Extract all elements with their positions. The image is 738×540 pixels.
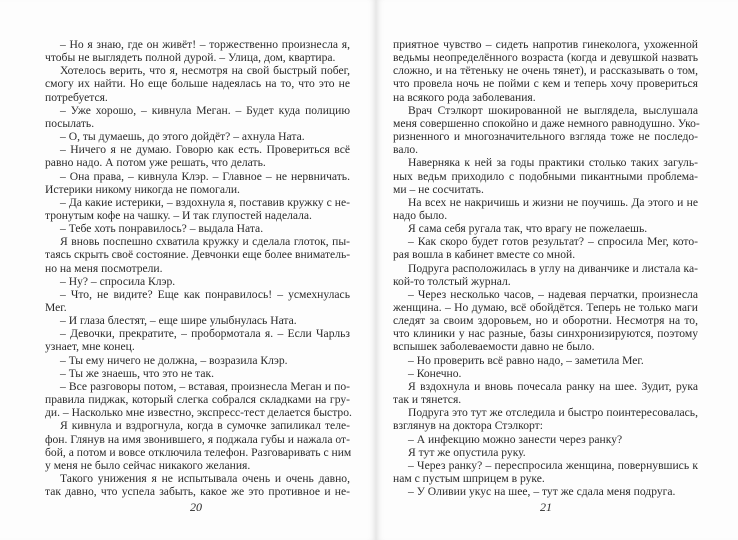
text-line: – Но проверить всё равно надо, – заметила Мег. [408, 353, 644, 367]
text-line: смогу их найти. Но еще больше надеялась на то, что это не [45, 77, 350, 91]
text-line: – Ничего я не думаю. Говорю как есть. Провериться всё [60, 143, 350, 157]
text-line: – Через несколько часов, – надевая перчатки, произнесла [408, 287, 698, 301]
text-line: – Она права, – кивнула Клэр. – Главное – не нервничать. [60, 169, 350, 183]
text-line: ведьмы неопределённого возраста (когда и девушкой назвать [393, 51, 698, 65]
text-line: Я сама себя ругала так, что врагу не пожелаешь. [408, 222, 648, 236]
page-number: 21 [540, 500, 552, 514]
text-line: тронутым кофе на чашку. – И так глупостей наделала. [45, 208, 312, 222]
text-line: равно надо. А потом уже решать, что делать. [45, 156, 266, 170]
text-line: что клиники у нас разные, базы синхронизируются, поэтому [393, 327, 698, 341]
text-line: – О, ты думаешь, до этого дойдёт? – ахнула Ната. [60, 130, 305, 144]
text-line: вспышек заболеваемости давно не было. [393, 340, 595, 354]
text-line: На всех не накричишь и жизни не поучишь. Да этого и не [408, 195, 698, 209]
text-line: фон. Глянув на имя звонившего, я поджала губы и нажала от- [45, 432, 350, 446]
text-line: ди. – Насколько мне известно, экспресс-тест делается быстро. [45, 406, 352, 420]
text-line: – Ну? – спросила Клэр. [60, 274, 176, 288]
text-line: ми – не сосчитать. [393, 182, 484, 196]
text-line: приятное чувство – сидеть напротив гинеколога, ухоженной [393, 38, 698, 51]
text-line: Истерики никому никогда не помогали. [45, 182, 240, 196]
text-line: нам с пустым шприцем в руке. [393, 471, 545, 485]
text-line: – Уже хорошо, – кивнула Меган. – Будет куда полицию [60, 103, 350, 117]
right-page [376, 0, 738, 540]
text-line: – Да какие истерики, – вздохнула я, поставив кружку с не- [60, 195, 350, 209]
text-line: так давно, что успела забыть, какое же это противное и не- [45, 485, 350, 499]
text-line: Такого унижения я не испытывала очень и очень давно, [60, 471, 350, 485]
text-line: что провела ночь не пойми с кем и теперь хочу провериться [393, 77, 698, 91]
text-line: вало. [393, 143, 419, 157]
text-line: так и тянется. [393, 393, 462, 407]
text-line: Мег. [45, 301, 67, 314]
text-line: следят за своим здоровьем, но и оборотни. Несмотря на то, [393, 314, 698, 328]
page-number: 20 [190, 500, 202, 514]
text-line: ных ведьм приходило с подобными пикантными проблема- [393, 169, 698, 183]
text-line: сложно, и на тётеньку не очень тянет), и рассказывать о том, [393, 64, 698, 78]
text-line: рая вошла в кабинет вместе со мной. [393, 248, 576, 262]
text-line: – А инфекцию можно занести через ранку? [408, 432, 623, 446]
text-line: потребуется. [45, 90, 108, 104]
text-line: Я кивнула и вздрогнула, когда в сумочке запиликал теле- [60, 419, 350, 433]
text-line: у меня не было сейчас никакого желания. [45, 458, 251, 472]
text-line: правила пиджак, который слегка собрался складками на гру- [45, 393, 350, 407]
text-line: – У Оливии укус на шее, – тут же сдала меня подруга. [408, 485, 676, 499]
text-line: чтобы не выглядеть полной дурой. – Улица, дом, квартира. [45, 51, 336, 65]
text-line: – Девочки, прекратите, – пробормотала я. – Если Чарльз [60, 327, 350, 341]
text-line: – Все разговоры потом, – вставая, произнесла Меган и по- [60, 379, 350, 393]
text-line: – Ты ему ничего не должна, – возразила Клэр. [60, 353, 288, 367]
text-line: – Как скоро будет готов результат? – спросила Мег, кото- [408, 235, 698, 249]
text-line: надо было. [393, 208, 448, 222]
text-line: Подруга это тут же отследила и быстро поинтересовалась, [408, 406, 698, 420]
text-line: на всякого рода заболевания. [393, 90, 536, 104]
text-line: – Конечно. [408, 366, 462, 380]
text-line: меня совершенно спокойно и даже немного равнодушно. Уко- [393, 116, 700, 130]
text-line: – Ты же знаешь, что это не так. [60, 366, 215, 380]
text-line: узнает, мне конец. [45, 340, 135, 354]
text-line: женщина. – Но думаю, всё обойдётся. Теперь не только маги [393, 301, 698, 314]
text-line: но на меня посмотрели. [45, 261, 163, 275]
text-line: Я тут же опустила руку. [408, 445, 526, 459]
text-line: – Что, не видите? Еще как понравилось! – усмехнулась [60, 287, 350, 301]
text-line: Я вновь поспешно схватила кружку и сделала глоток, пы- [60, 235, 350, 249]
text-line: Врач Стэлкорт шокированной не выглядела, выслушала [408, 103, 698, 117]
text-line: ризненного и многозначительного взгляда тоже не последо- [393, 130, 698, 144]
text-line: бой, а потом и вовсе отключила телефон. Разговаривать с ним [45, 445, 352, 459]
text-line: – Через ранку? – переспросила женщина, повернувшись к [408, 458, 698, 472]
text-line: кой-то толстый журнал. [393, 274, 511, 288]
text-line: посылать. [45, 116, 95, 130]
text-line: Я вздохнула и вновь почесала ранку на шее. Зудит, рука [408, 379, 698, 393]
text-line: Подруга расположилась в углу на диванчике и листала ка- [408, 261, 698, 275]
text-line: – Тебе хоть понравилось? – выдала Ната. [60, 222, 264, 236]
text-line: – Но я знаю, где он живёт! – торжественно произнесла я, [60, 38, 350, 51]
text-line: Наверняка к ней за годы практики столько таких загуль- [408, 156, 698, 170]
text-line: – И глаза блестят, – еще шире улыбнулась Ната. [60, 314, 297, 328]
text-line: таясь скрыть своё состояние. Девчонки еще более вниматель- [45, 248, 351, 262]
text-line: взглянув на доктора Стэлкорт: [393, 419, 543, 433]
text-line: Хотелось верить, что я, несмотря на свой быстрый побег, [60, 64, 350, 78]
